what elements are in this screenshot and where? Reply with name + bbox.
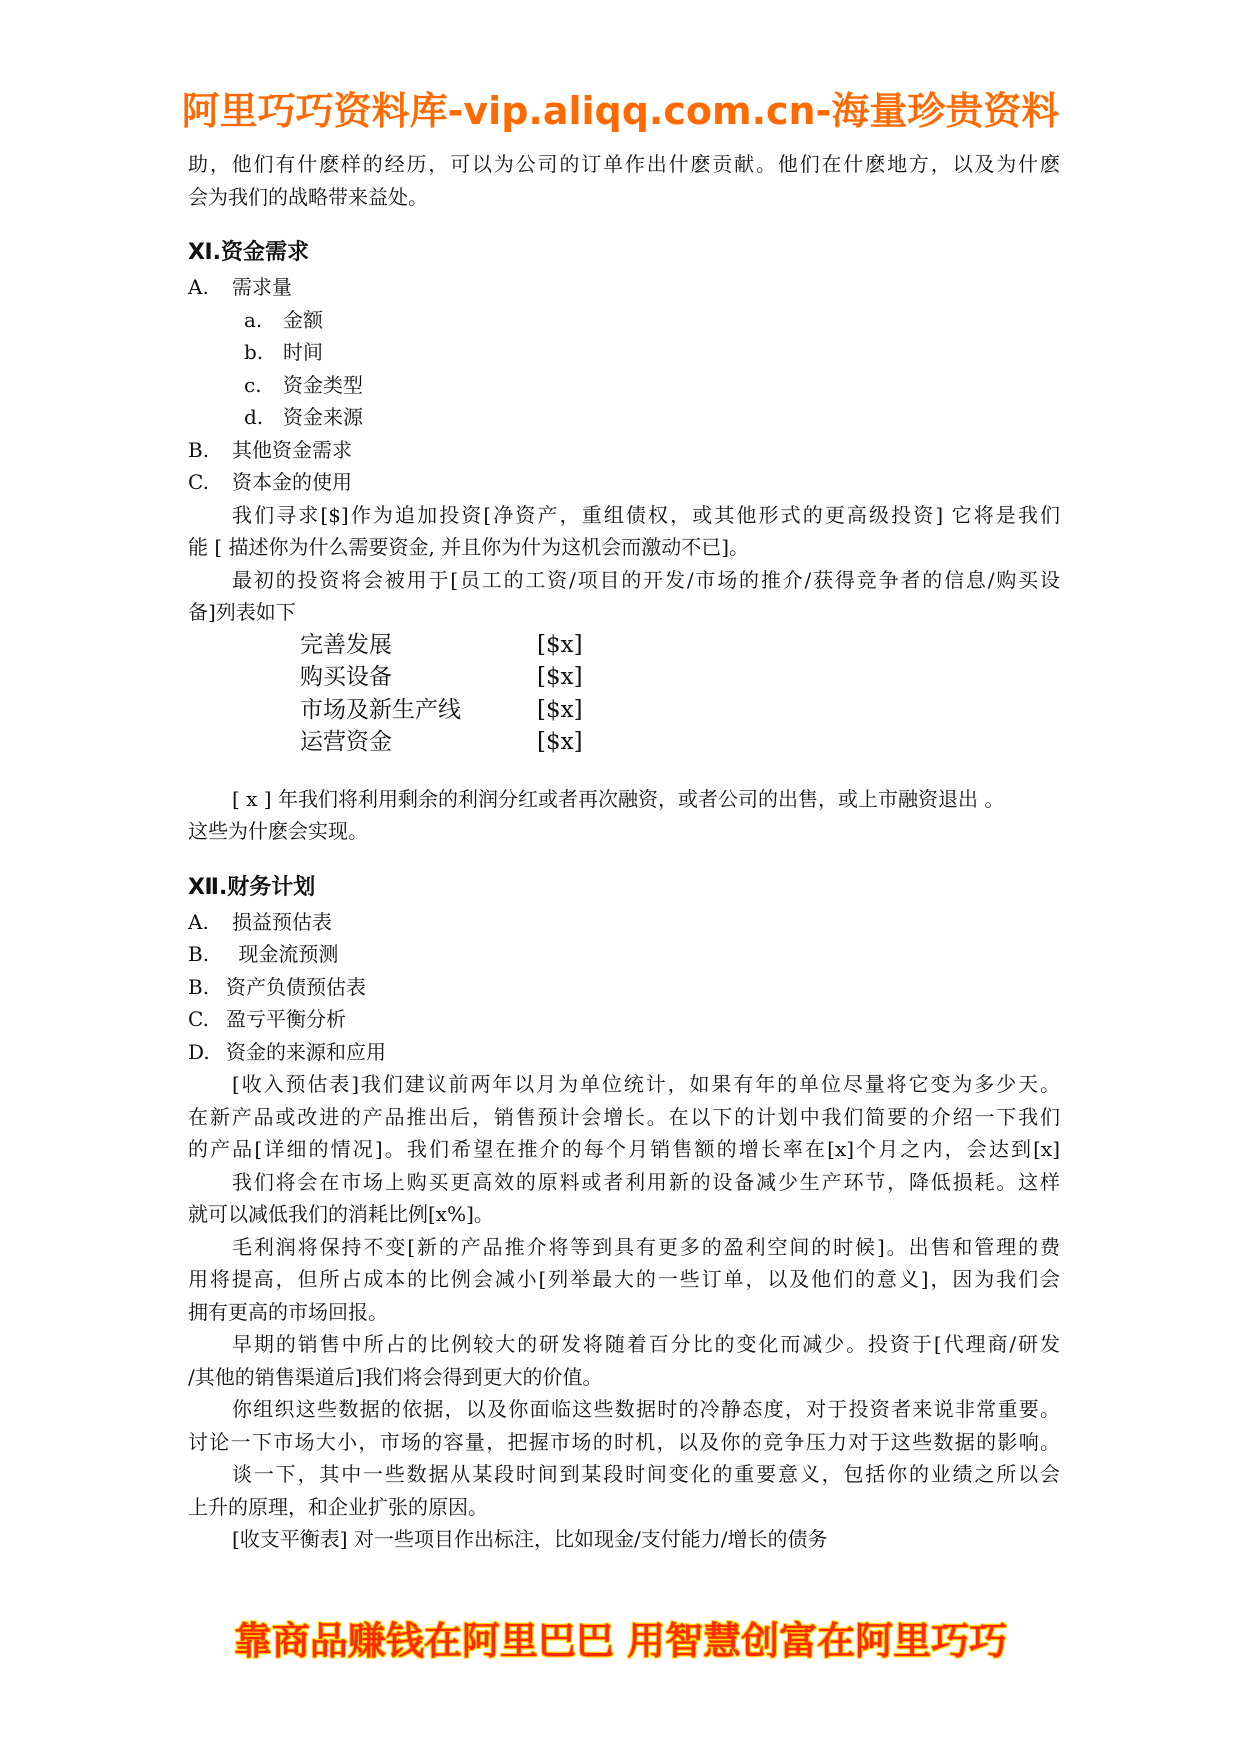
paragraph-line: 我们寻求[$]作为追加投资[净资产，重组债权，或其他形式的更高级投资] 它将是我们	[232, 502, 1060, 527]
sub-list-item	[188, 369, 1060, 402]
sub-list-item	[188, 304, 1060, 337]
list-text: 资金的来源和应用	[226, 1039, 386, 1064]
paragraph-line: 最初的投资将会被用于[员工的工资/项目的开发/市场的推介/获得竞争者的信息/购买设	[232, 567, 1060, 592]
budget-table	[188, 629, 1060, 759]
paragraph-line: [收支平衡表] 对一些项目作出标注，比如现金/支付能力/增长的债务	[232, 1527, 828, 1551]
budget-item: 运营资金	[300, 729, 392, 755]
paragraph-line: 讨论一下市场大小，市场的容量，把握市场的时机，以及你的竞争压力对于这些数据的影响。	[188, 1429, 1060, 1454]
list-label: D.	[188, 1039, 210, 1064]
intro-line: 会为我们的战略带来益处。	[188, 184, 428, 209]
budget-row	[300, 726, 1060, 759]
paragraph-line: /其他的销售渠道后]我们将会得到更大的价值。	[188, 1364, 603, 1389]
budget-amount: [$x]	[537, 696, 583, 723]
footer-banner: 靠商品赚钱在阿里巴巴 用智慧创富在阿里巧巧	[233, 1619, 1008, 1663]
list-label: C.	[188, 470, 209, 494]
list-item	[188, 271, 1060, 304]
paragraph-line: 拥有更高的市场回报。	[188, 1299, 388, 1324]
list-item	[188, 1036, 1060, 1069]
list-text: 资金类型	[283, 372, 363, 397]
list-label: B.	[188, 437, 210, 462]
budget-row	[300, 694, 1060, 727]
budget-amount: [$x]	[537, 729, 583, 755]
paragraph-line: 上升的原理，和企业扩张的原因。	[188, 1494, 488, 1519]
budget-amount: [$x]	[537, 664, 583, 690]
paragraph-line: 用将提高，但所占成本的比例会减小[列举最大的一些订单，以及他们的意义]，因为我们会	[188, 1267, 1060, 1291]
list-label: B.	[188, 942, 210, 966]
list-text: 其他资金需求	[232, 437, 352, 462]
section-12-heading: Ⅻ.财务计划	[188, 874, 316, 900]
sub-list-item	[188, 401, 1060, 434]
budget-amount: [$x]	[537, 631, 583, 658]
section-11-heading: Ⅺ.资金需求	[188, 240, 310, 265]
list-text: 现金流预测	[232, 942, 339, 966]
paragraph-line: 的产品[详细的情况]。我们希望在推介的每个月销售额的增长率在[x]个月之内，会达到[x]	[188, 1137, 1060, 1161]
list-label: C.	[188, 1007, 209, 1031]
paragraph-line: 就可以减低我们的消耗比例[x%]。	[188, 1202, 494, 1226]
list-text: 需求量	[232, 275, 292, 299]
list-text: 时间	[283, 340, 323, 364]
header-banner: 阿里巧巧资料库-vip.aliqq.com.cn-海量珍贵资料	[181, 89, 1060, 133]
list-item	[188, 971, 1060, 1004]
list-item	[188, 906, 1060, 939]
budget-item: 购买设备	[300, 664, 392, 690]
sub-list-item	[188, 336, 1060, 369]
list-label: a.	[244, 307, 263, 332]
list-text: 金额	[283, 307, 323, 332]
intro-line: 助，他们有什麽样的经历，可以为公司的订单作出什麽贡献。他们在什麽地方，以及为什麽	[188, 152, 1060, 176]
document-body	[188, 148, 1060, 1556]
budget-item: 市场及新生产线	[300, 696, 461, 723]
list-label: d.	[244, 405, 264, 429]
budget-row	[300, 629, 1060, 662]
paragraph-line: 在新产品或改进的产品推出后，销售预计会增长。在以下的计划中我们简要的介绍一下我们	[188, 1104, 1060, 1129]
paragraph-line: 早期的销售中所占的比例较大的研发将随着百分比的变化而减少。投资于[代理商/研发	[232, 1332, 1060, 1356]
list-item	[188, 938, 1060, 971]
budget-item: 完善发展	[300, 631, 392, 658]
list-label: b.	[244, 340, 264, 364]
list-text: 资产负债预估表	[226, 974, 366, 999]
paragraph-line: [ x ] 年我们将利用剩余的利润分红或者再次融资，或者公司的出售，或上市融资退出 。	[232, 786, 1005, 811]
list-label: A.	[188, 275, 209, 299]
list-label: B.	[188, 974, 210, 999]
paragraph-line: [收入预估表]我们建议前两年以月为单位统计，如果有年的单位尽量将它变为多少天。	[232, 1072, 1060, 1096]
list-text: 盈亏平衡分析	[226, 1007, 346, 1031]
list-label: c.	[244, 372, 262, 397]
paragraph-line: 毛利润将保持不变[新的产品推介将等到具有更多的盈利空间的时候]。出售和管理的费	[232, 1234, 1060, 1259]
paragraph-line: 这些为什麽会实现。	[188, 819, 368, 843]
list-item	[188, 1003, 1060, 1036]
paragraph-line: 你组织这些数据的依据，以及你面临这些数据时的冷静态度，对于投资者来说非常重要。	[232, 1397, 1060, 1421]
list-text: 资金来源	[283, 405, 363, 429]
list-item	[188, 466, 1060, 499]
budget-row	[300, 661, 1060, 694]
list-item	[188, 434, 1060, 467]
paragraph-line: 谈一下，其中一些数据从某段时间到某段时间变化的重要意义，包括你的业绩之所以会	[232, 1462, 1060, 1486]
list-label: A.	[188, 909, 209, 934]
list-text: 资本金的使用	[232, 470, 352, 494]
list-text: 损益预估表	[232, 909, 332, 934]
paragraph-line: 能 [ 描述你为什么需要资金, 并且你为什为这机会而激动不已]。	[188, 535, 750, 559]
paragraph-line: 我们将会在市场上购买更高效的原料或者利用新的设备减少生产环节，降低损耗。这样	[232, 1169, 1060, 1194]
paragraph-line: 备]列表如下	[188, 600, 296, 624]
